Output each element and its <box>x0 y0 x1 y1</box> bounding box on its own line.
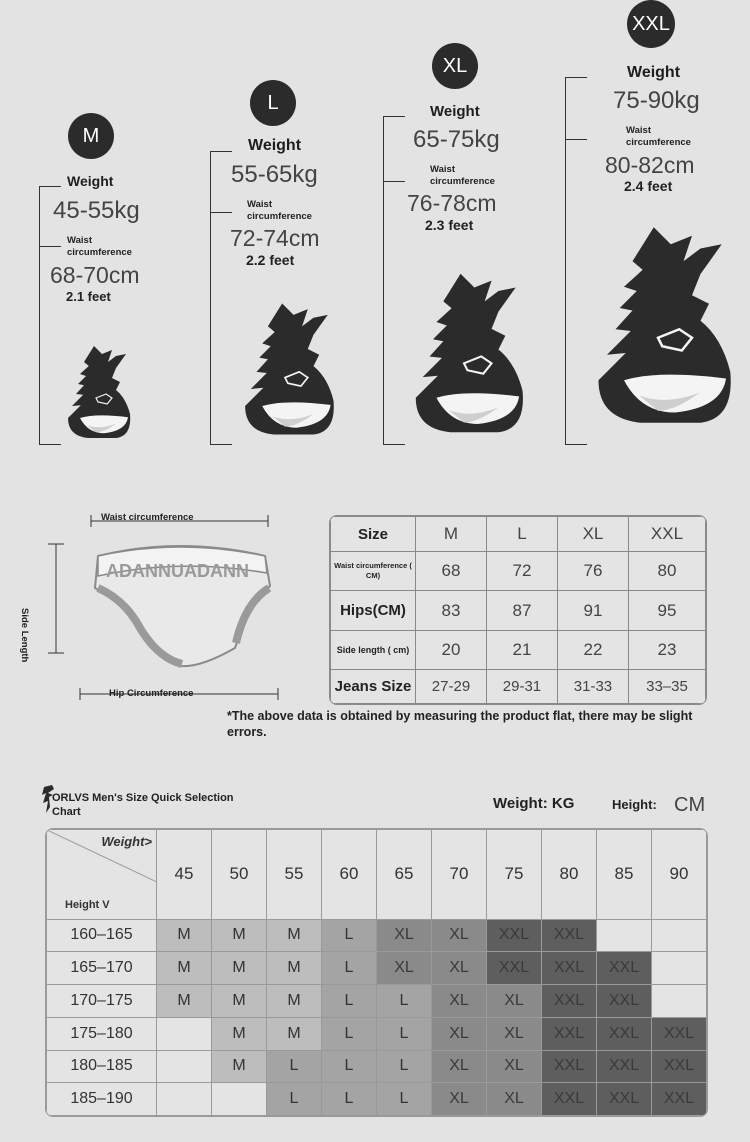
weight-value: 75-90kg <box>613 87 700 114</box>
weight-header-cell: 45 <box>157 830 212 920</box>
table-cell: 68 <box>416 552 487 591</box>
size-cell: M <box>267 985 322 1018</box>
table-cell: 83 <box>416 591 487 630</box>
height-feet: 2.4 feet <box>624 178 673 194</box>
table-row <box>331 630 706 669</box>
table-row <box>47 952 707 985</box>
waist-dimension-label: Waist circumference <box>101 512 194 523</box>
size-cell: XL <box>432 952 487 985</box>
size-cell: XXL <box>652 1017 707 1050</box>
height-bracket <box>39 186 40 444</box>
size-cell: L <box>322 919 377 952</box>
size-cell: M <box>212 985 267 1018</box>
table-cell: 76 <box>557 552 628 591</box>
bracket-tick <box>210 212 232 213</box>
size-cell: XXL <box>597 985 652 1018</box>
brand-waistband-text: ADANNUADANN <box>106 561 249 581</box>
table-cell: 31-33 <box>557 670 628 704</box>
table-header-cell: M <box>416 517 487 552</box>
briefs-diagram-icon <box>40 508 290 708</box>
dinosaur-m-illustration <box>56 338 136 446</box>
size-cell: M <box>212 1050 267 1083</box>
size-cell <box>212 1083 267 1116</box>
size-cell: M <box>267 952 322 985</box>
size-badge-xl: XL <box>432 43 478 89</box>
table-cell: 91 <box>557 591 628 630</box>
height-range-cell: 175–180 <box>47 1017 157 1050</box>
height-feet: 2.1 feet <box>66 289 111 304</box>
side-length-label: Side Length <box>19 608 30 663</box>
table-header-size: Size <box>331 517 416 552</box>
height-bracket <box>565 77 566 444</box>
size-cell: L <box>322 1017 377 1050</box>
bracket-tick <box>39 186 61 187</box>
size-cell: XXL <box>597 1050 652 1083</box>
corner-weight-label: Weight> <box>101 834 152 849</box>
size-cell: XXL <box>487 952 542 985</box>
weight-value: 45-55kg <box>53 197 140 224</box>
height-bracket <box>210 151 211 444</box>
weight-header-row <box>47 830 707 920</box>
dinosaur-xl-illustration <box>395 260 533 446</box>
size-cell: L <box>377 1083 432 1116</box>
size-table <box>329 515 707 705</box>
waist-label: Waist circumference <box>247 199 312 222</box>
weight-header-cell: 55 <box>267 830 322 920</box>
table-header-cell: XXL <box>628 517 705 552</box>
measurement-note: *The above data is obtained by measuring the product flat, there may be slight errors. <box>227 709 693 739</box>
size-cell <box>157 1050 212 1083</box>
table-header-row <box>331 517 706 552</box>
waist-label: Waist circumference <box>430 164 495 187</box>
size-cell: XL <box>487 1017 542 1050</box>
size-cell: M <box>212 1017 267 1050</box>
size-cell: XL <box>377 952 432 985</box>
size-cell: L <box>267 1050 322 1083</box>
height-unit-label: Height: <box>612 797 657 812</box>
quick-chart-title: ORLVS Men's Size Quick Selection Chart <box>52 792 234 818</box>
size-cell: XL <box>432 1050 487 1083</box>
weight-label: Weight <box>430 103 480 120</box>
size-cell: M <box>157 919 212 952</box>
height-range-cell: 160–165 <box>47 919 157 952</box>
size-cell: XXL <box>542 985 597 1018</box>
weight-label: Weight <box>248 137 302 154</box>
size-cell: L <box>267 1083 322 1116</box>
height-range-cell: 170–175 <box>47 985 157 1018</box>
table-cell: 87 <box>486 591 557 630</box>
size-cell: XL <box>377 919 432 952</box>
height-unit-value: CM <box>674 794 706 816</box>
bracket-tick <box>565 139 587 140</box>
size-cell: M <box>267 919 322 952</box>
size-cell: XXL <box>597 1083 652 1116</box>
size-cell <box>652 919 707 952</box>
size-cell <box>652 952 707 985</box>
table-header-cell: XL <box>557 517 628 552</box>
table-cell: 23 <box>628 630 705 669</box>
size-cell: XXL <box>542 1083 597 1116</box>
weight-header-cell: 50 <box>212 830 267 920</box>
height-feet: 2.2 feet <box>246 252 295 268</box>
size-cell <box>157 1017 212 1050</box>
weight-header-cell: 60 <box>322 830 377 920</box>
bracket-tick <box>210 151 232 152</box>
size-cell: L <box>322 952 377 985</box>
table-cell: 29-31 <box>486 670 557 704</box>
weight-header-cell: 80 <box>542 830 597 920</box>
size-cell: XL <box>487 1083 542 1116</box>
bracket-tick <box>383 116 405 117</box>
size-badge-l: L <box>250 80 296 126</box>
waist-value: 80-82cm <box>605 152 695 178</box>
size-cell: XL <box>432 1083 487 1116</box>
size-cell <box>652 985 707 1018</box>
bracket-tick <box>39 246 61 247</box>
waist-value: 72-74cm <box>230 225 320 251</box>
weight-header-cell: 90 <box>652 830 707 920</box>
table-row <box>331 591 706 630</box>
table-cell: 21 <box>486 630 557 669</box>
weight-label: Weight <box>67 173 114 189</box>
hip-dimension-label: Hip Circumference <box>109 688 194 699</box>
size-cell: M <box>157 952 212 985</box>
size-cell: XL <box>432 985 487 1018</box>
waist-label: Waist circumference <box>67 235 132 258</box>
table-row <box>47 1017 707 1050</box>
corner-height-label: Height V <box>65 898 110 911</box>
height-range-cell: 185–190 <box>47 1083 157 1116</box>
bracket-tick <box>383 181 405 182</box>
row-label: Hips(CM) <box>331 591 416 630</box>
table-row <box>331 552 706 591</box>
waist-value: 76-78cm <box>407 190 497 216</box>
size-badge-m: M <box>68 113 114 159</box>
height-range-cell: 180–185 <box>47 1050 157 1083</box>
quick-selection-table <box>45 828 708 1117</box>
size-cell: XXL <box>542 919 597 952</box>
height-range-cell: 165–170 <box>47 952 157 985</box>
size-cell: XXL <box>542 1050 597 1083</box>
table-cell: 27-29 <box>416 670 487 704</box>
table-row <box>47 985 707 1018</box>
table-cell: 80 <box>628 552 705 591</box>
size-cell: L <box>322 985 377 1018</box>
size-cell: M <box>212 919 267 952</box>
size-cell <box>597 919 652 952</box>
size-cell: M <box>267 1017 322 1050</box>
weight-unit-label: Weight: KG <box>493 795 575 812</box>
weight-value: 55-65kg <box>231 161 318 188</box>
size-cell: L <box>322 1050 377 1083</box>
waist-value: 68-70cm <box>50 262 140 288</box>
weight-header-cell: 65 <box>377 830 432 920</box>
size-cell: M <box>212 952 267 985</box>
size-cell: L <box>322 1083 377 1116</box>
size-cell: XXL <box>597 952 652 985</box>
table-header-cell: L <box>486 517 557 552</box>
size-cell: XL <box>432 1017 487 1050</box>
size-cell: XXL <box>597 1017 652 1050</box>
table-row <box>47 919 707 952</box>
row-label: Waist circumference ( CM) <box>331 552 416 591</box>
size-cell: XXL <box>652 1050 707 1083</box>
size-cell: XXL <box>652 1083 707 1116</box>
size-cell <box>157 1083 212 1116</box>
table-row <box>47 1083 707 1116</box>
table-cell: 95 <box>628 591 705 630</box>
size-cell: XL <box>432 919 487 952</box>
size-cell: XL <box>487 985 542 1018</box>
row-label: Jeans Size <box>331 670 416 704</box>
size-cell: XXL <box>487 919 542 952</box>
table-cell: 33–35 <box>628 670 705 704</box>
weight-header-cell: 75 <box>487 830 542 920</box>
weight-value: 65-75kg <box>413 126 500 153</box>
dinosaur-l-illustration <box>228 292 342 446</box>
size-cell: L <box>377 1017 432 1050</box>
size-cell: L <box>377 985 432 1018</box>
weight-label: Weight <box>627 64 681 81</box>
size-cell: XL <box>487 1050 542 1083</box>
size-cell: XXL <box>542 952 597 985</box>
bracket-tick <box>565 77 587 78</box>
size-badge-xxl: XXL <box>627 0 675 48</box>
weight-header-cell: 70 <box>432 830 487 920</box>
size-cell: M <box>157 985 212 1018</box>
table-cell: 20 <box>416 630 487 669</box>
size-cell: XXL <box>542 1017 597 1050</box>
size-cell: L <box>377 1050 432 1083</box>
corner-cell <box>47 830 157 920</box>
weight-header-cell: 85 <box>597 830 652 920</box>
height-bracket <box>383 116 384 444</box>
dinosaur-xxl-illustration <box>573 205 743 445</box>
waist-label: Waist circumference <box>626 125 691 148</box>
table-cell: 72 <box>486 552 557 591</box>
row-label: Side length ( cm) <box>331 630 416 669</box>
table-row <box>331 670 706 704</box>
height-feet: 2.3 feet <box>425 217 474 233</box>
table-row <box>47 1050 707 1083</box>
table-cell: 22 <box>557 630 628 669</box>
